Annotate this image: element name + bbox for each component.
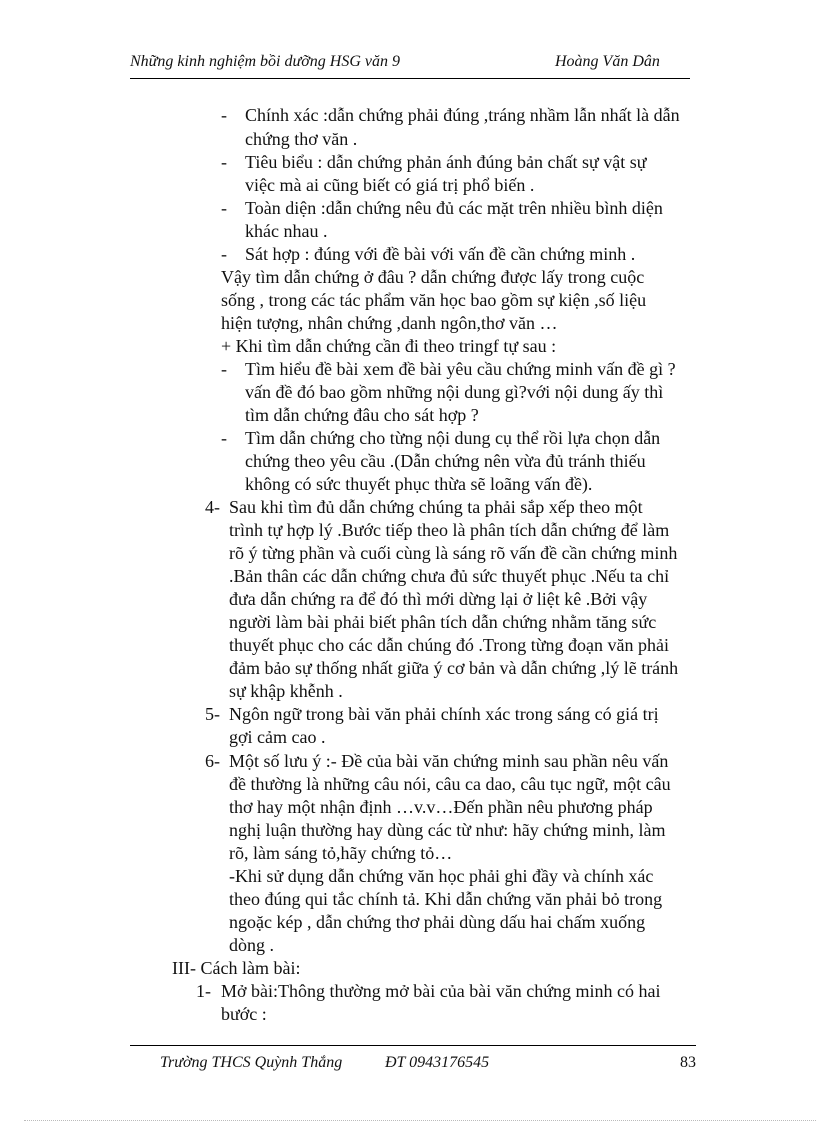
text-line: sự khập khễnh . [229,681,343,701]
page-footer [130,1045,696,1076]
text-line: sống , trong các tác phẩm văn học bao gồm sự kiện ,số liệu [221,290,647,310]
text-line: Sát hợp : đúng với đề bài với vấn đề cần chứng minh . [245,244,636,264]
text-line: tìm dẫn chứng đâu cho sát hợp ? [245,405,479,425]
text-line: hiện tượng, nhân chứng ,danh ngôn,thơ văn … [221,313,558,333]
dash-marker: - [221,428,227,448]
text-line: đề thường là những câu nói, câu ca dao, câu tục ngữ, một câu [229,774,671,794]
text-line: nghị luận thường hay dùng các từ như: hãy chứng minh, làm [229,820,666,840]
author-name: Hoàng Văn Dân [555,53,660,70]
dash-marker: - [221,152,227,172]
text-line: việc mà ai cũng biết có giá trị phổ biến . [245,175,535,195]
text-line: Tiêu biểu : dẫn chứng phản ánh đúng bản chất sự vật sự [245,152,647,172]
text-line: bước : [221,1004,267,1024]
text-line: thơ hay một nhận định …v.v…Đến phần nêu phương pháp [229,797,653,817]
dash-marker: - [221,105,227,125]
text-line: Một số lưu ý :- Đề của bài văn chứng minh sau phần nêu vấn [229,751,669,771]
dash-marker: - [221,198,227,218]
text-line: chứng theo yêu cầu .(Dẫn chứng nên vừa đủ tránh thiếu [245,451,646,471]
document-title: Những kinh nghiệm bồi dưỡng HSG văn 9 [130,53,400,70]
text-line: theo đúng qui tắc chính tả. Khi dẫn chứng văn phải bỏ trong [229,889,663,909]
text-line: rõ ý từng phần và cuối cùng là sáng rõ vấn đề cần chứng minh [229,543,678,563]
text-line: -Khi sử dụng dẫn chứng văn học phải ghi đầy và chính xác [229,866,654,886]
page-header [130,50,690,79]
school-name: Trường THCS Quỳnh Thắng [160,1054,343,1071]
text-line: gợi cảm cao . [229,727,326,747]
list-number: 4- [205,497,220,517]
list-number: 5- [205,704,220,724]
text-line: rõ, làm sáng tỏ,hãy chứng tỏ… [229,843,453,863]
text-line: người làm bài phải biết phân tích dẫn chứng nhằm tăng sức [229,612,657,632]
text-line: đưa dẫn chứng ra để đó thì mới dừng lại ở liệt kê .Bởi vậy [229,589,648,609]
text-line: Vậy tìm dẫn chứng ở đâu ? dẫn chứng được lấy trong cuộc [221,267,645,287]
text-line: dòng . [229,935,274,955]
text-line: vấn đề đó bao gồm những nội dung gì?với nội dung ấy thì [245,382,664,402]
section-heading: III- Cách làm bài: [172,958,301,978]
text-line: Chính xác :dẫn chứng phải đúng ,tráng nhầm lẫn nhất là dẫn [245,105,680,125]
text-line: trình tự hợp lý .Bước tiếp theo là phân tích dẫn chứng để làm [229,520,670,540]
page-bottom-edge [24,1120,816,1121]
text-line: Sau khi tìm đủ dẫn chứng chúng ta phải sắp xếp theo một [229,497,643,517]
list-number: 6- [205,751,220,771]
text-line: Tìm dẫn chứng cho từng nội dung cụ thể rồi lựa chọn dẫn [245,428,661,448]
text-line: Mở bài:Thông thường mở bài của bài văn chứng minh có hai [221,981,661,1001]
text-line: ngoặc kép , dẫn chứng thơ phải dùng dấu hai chấm xuống [229,912,646,932]
list-number: 1- [196,981,211,1001]
text-line: Toàn diện :dẫn chứng nêu đủ các mặt trên nhiều bình diện [245,198,663,218]
text-line: không có sức thuyết phục thừa sẽ loãng vấn đề). [245,474,593,494]
text-line: Ngôn ngữ trong bài văn phải chính xác trong sáng có giá trị [229,704,659,724]
text-line: đảm bảo sự thống nhất giữa ý cơ bản và dẫn chứng ,lý lẽ tránh [229,658,679,678]
page-number: 83 [680,1054,696,1071]
text-line: chứng thơ văn . [245,129,358,149]
text-line: khác nhau . [245,221,328,241]
text-line: Tìm hiểu đề bài xem đề bài yêu cầu chứng minh vấn đề gì ? [245,359,676,379]
dash-marker: - [221,359,227,379]
text-line: .Bản thân các dẫn chứng chưa đủ sức thuyết phục .Nếu ta chỉ [229,566,670,586]
text-line: + Khi tìm dẫn chứng cần đi theo tringf tự sau : [221,336,557,356]
phone-number: ĐT 0943176545 [385,1054,490,1071]
dash-marker: - [221,244,227,264]
text-line: thuyết phục cho các dẫn chúng đó .Trong từng đoạn văn phải [229,635,669,655]
